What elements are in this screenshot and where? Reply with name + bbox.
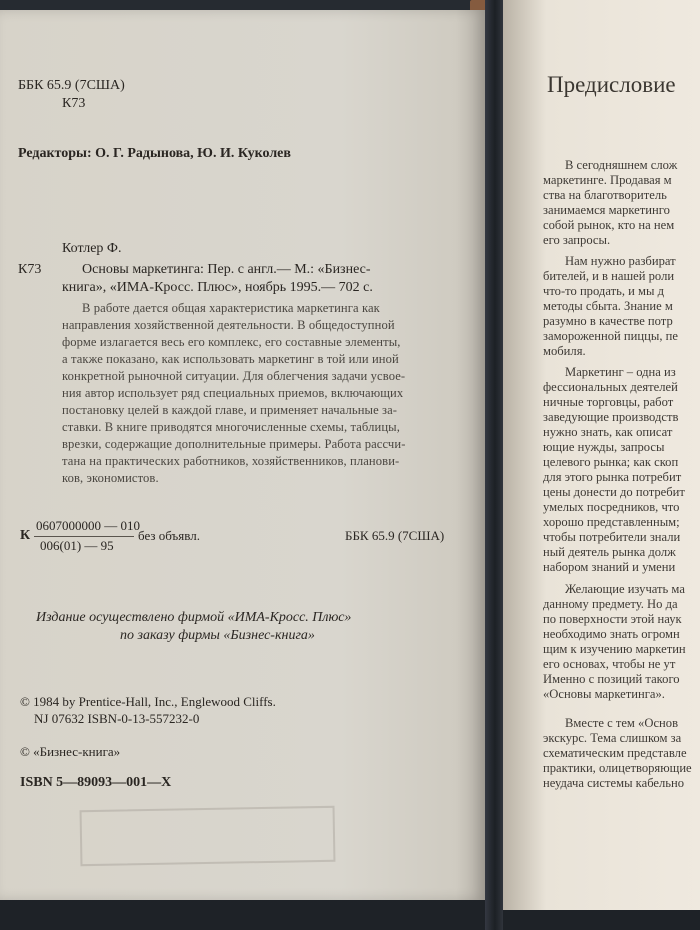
copyright-line-3: © «Бизнес-книга»: [20, 744, 121, 759]
editors-line: Редакторы: О. Г. Радынова, Ю. И. Куколев: [18, 146, 291, 161]
preface-line: замороженной пиццы, пе: [543, 329, 678, 343]
preface-line: чтобы потребители знали: [543, 530, 681, 544]
publisher-line-2: по заказу фирмы «Бизнес-книга»: [120, 628, 315, 643]
preface-line: экскурс. Тема слишком за: [543, 731, 682, 745]
preface-line: «Основы маркетинга».: [543, 687, 665, 701]
preface-line: схематическим представле: [543, 746, 687, 760]
abstract-line: врезки, содержащие дополнительные примеры. Работа рассчи-: [62, 437, 406, 451]
preface-line: Желающие изучать ма: [565, 582, 685, 596]
abstract-line: ставки. В книге приводятся многочисленные схемы, таблицы,: [62, 420, 400, 434]
preface-line: Вместе с тем «Основ: [565, 716, 679, 730]
preface-title: Предисловие: [547, 72, 676, 97]
library-stamp: [80, 806, 336, 866]
fraction-rule: [34, 536, 134, 537]
preface-line: щим к изучению маркетин: [543, 642, 686, 656]
preface-line: неудача системы кабельно: [543, 776, 685, 790]
preface-line: необходимо знать огромн: [543, 627, 680, 641]
preface-line: практики, олицетворяющие: [543, 761, 692, 775]
book-gutter: [485, 0, 503, 930]
preface-line: ничные торговцы, работ: [543, 395, 674, 409]
fraction-bottom: 006(01) — 95: [40, 538, 114, 553]
abstract-line: тана на практических работников, хозяйственников, планови-: [62, 454, 400, 468]
copyright-line-2: NJ 07632 ISBN-0-13-557232-0: [34, 711, 200, 726]
preface-line: нужно знать, как описат: [543, 425, 673, 439]
code-k: К: [20, 528, 31, 543]
code-side: К73: [18, 262, 42, 277]
preface-line: целевого рынка; как скоп: [543, 455, 679, 469]
preface-page: [503, 0, 700, 910]
fraction-top: 0607000000 — 010: [36, 518, 140, 533]
preface-line: хорошо представленным;: [543, 515, 680, 529]
title-line-1: Основы маркетинга: Пер. с англ.— М.: «Бизнес-: [82, 262, 371, 277]
abstract-line: ния автор использует ряд специальных приемов, включающих: [62, 386, 404, 400]
abstract-line: постановку целей в каждой главе, и применяет начальные за-: [62, 403, 398, 417]
preface-line: его основах, чтобы не ут: [543, 657, 676, 671]
preface-line: для этого рынка потребит: [543, 470, 682, 484]
preface-line: ный деятель рынка долж: [543, 545, 676, 559]
copyright-line-1: © 1984 by Prentice-Hall, Inc., Englewood Cliffs.: [20, 694, 276, 709]
no-ads: без объявл.: [138, 528, 200, 543]
preface-line: методы сбыта. Знание м: [543, 299, 673, 313]
abstract-line: направления хозяйственной деятельности. В общедоступной: [62, 318, 395, 332]
preface-line: цены донести до потребит: [543, 485, 685, 499]
preface-line: ющие нужды, запросы: [543, 440, 665, 454]
preface-line: Именно с позиций такого: [543, 672, 680, 686]
title-line-2: книга», «ИМА-Кросс. Плюс», ноябрь 1995.— 702 с.: [62, 280, 373, 295]
abstract-line: В работе дается общая характеристика маркетинга как: [82, 301, 380, 315]
publisher-line-1: Издание осуществлено фирмой «ИМА-Кросс. Плюс»: [36, 610, 352, 625]
abstract-line: ков, экономистов.: [62, 471, 159, 485]
preface-line: собой рынок, кто на нем: [543, 218, 675, 232]
preface-line: В сегодняшнем слож: [565, 158, 678, 172]
preface-line: данному предмету. Но да: [543, 597, 678, 611]
preface-line: мобиля.: [543, 344, 586, 358]
preface-line: занимаемся маркетинго: [543, 203, 670, 217]
abstract-line: а также показано, как использовать маркетинг в той или иной: [62, 352, 399, 366]
bbk-header: ББК 65.9 (7США): [18, 78, 125, 93]
preface-line: Нам нужно разбират: [565, 254, 676, 268]
abstract-line: конкретной рыночной ситуации. Для облегчения задачи усвое-: [62, 369, 406, 383]
bbk-footer: ББК 65.9 (7США): [345, 528, 445, 543]
preface-line: маркетинге. Продавая м: [543, 173, 672, 187]
preface-line: разумно в качестве потр: [543, 314, 673, 328]
author-name: Котлер Ф.: [62, 241, 122, 256]
preface-line: фессиональных деятелей: [543, 380, 678, 394]
isbn-line: ISBN 5—89093—001—X: [20, 775, 172, 790]
code-header: К73: [62, 96, 86, 111]
preface-line: по поверхности этой наук: [543, 612, 682, 626]
abstract-line: форме излагается весь его комплекс, его составные элементы,: [62, 335, 401, 349]
preface-line: ства на благотворитель: [543, 188, 667, 202]
preface-line: умелых посредников, что: [543, 500, 680, 514]
preface-line: Маркетинг – одна из: [565, 365, 676, 379]
preface-line: бителей, и в нашей роли: [543, 269, 675, 283]
preface-line: набором знаний и умени: [543, 560, 676, 574]
preface-line: заведующие производств: [543, 410, 679, 424]
preface-line: что-то продать, и мы д: [543, 284, 665, 298]
preface-line: его запросы.: [543, 233, 611, 247]
